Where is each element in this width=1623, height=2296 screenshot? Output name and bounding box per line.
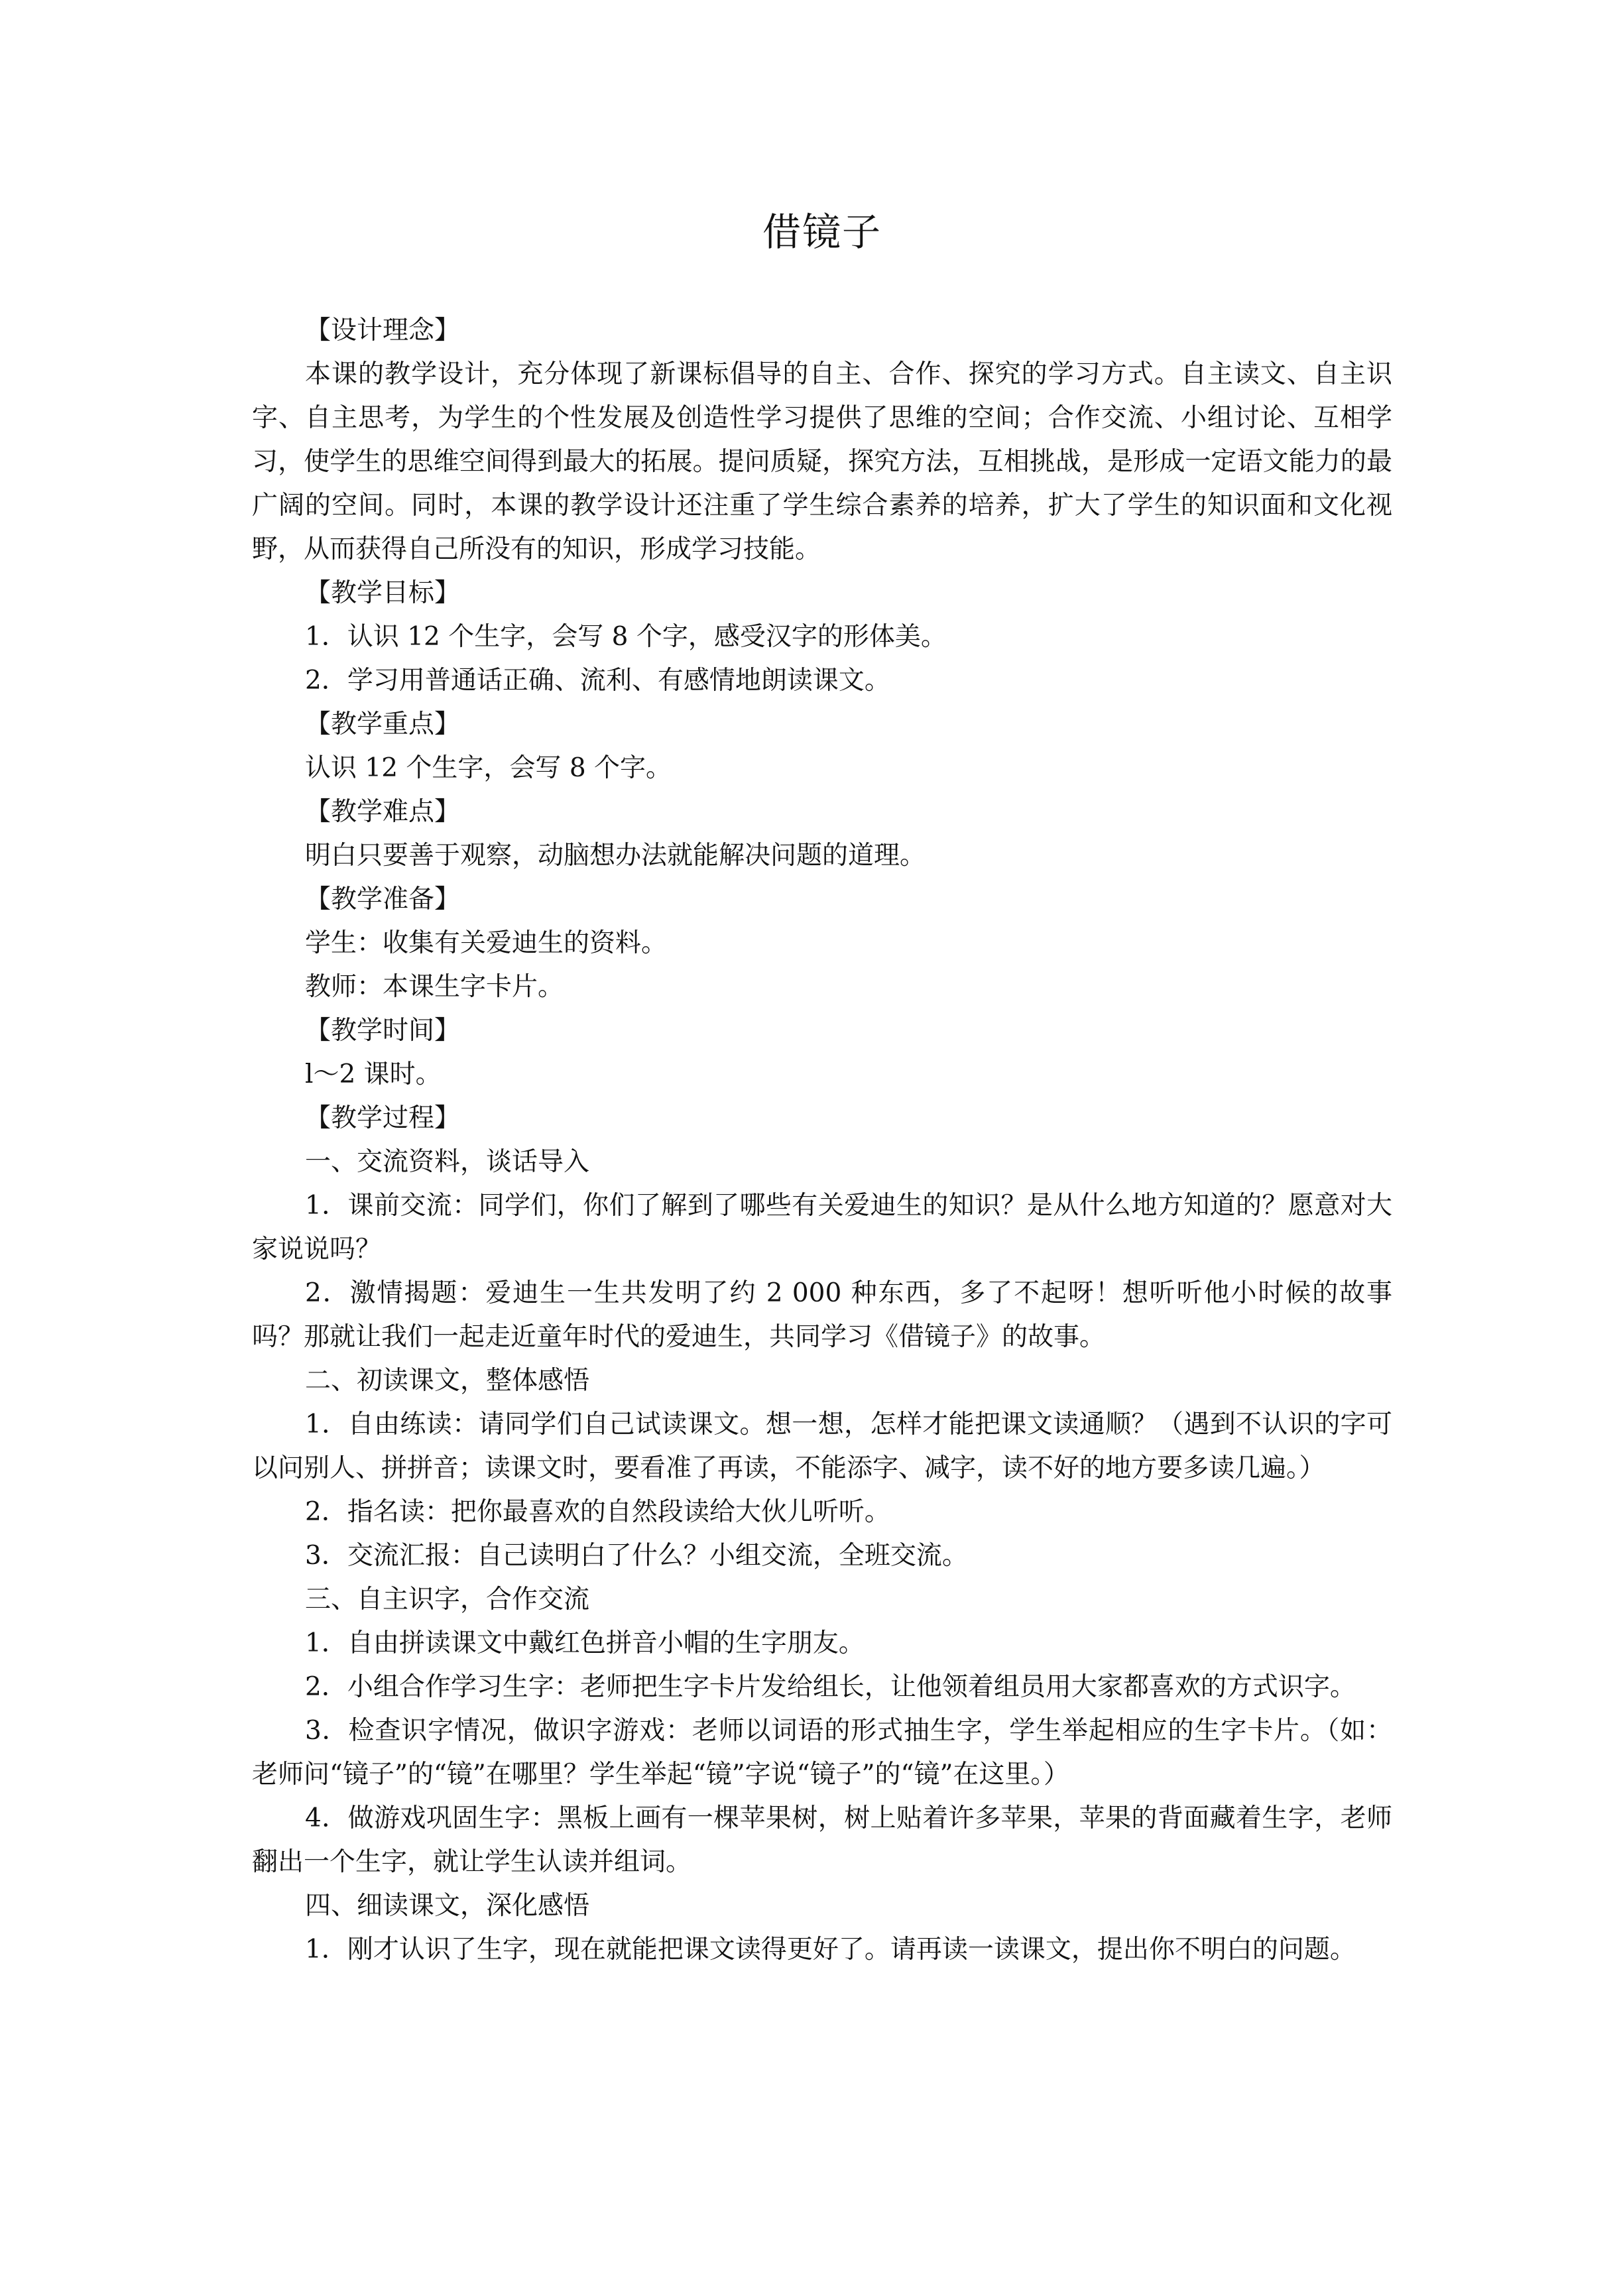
body-paragraph: 4．做游戏巩固生字：黑板上画有一棵苹果树，树上贴着许多苹果，苹果的背面藏着生字，老师翻出一个生字，就让学生认读并组词。: [252, 1803, 1392, 1877]
document-title: 借镜子: [762, 210, 882, 255]
body-paragraph: 认识 12 个生字，会写 8 个字。: [305, 753, 672, 783]
section-heading: 【教学目标】: [305, 578, 461, 608]
body-paragraph: 1．自由练读：请同学们自己试读课文。想一想，怎样才能把课文读通顺？（遇到不认识的字可以问别人、拼拼音；读课文时，要看准了再读，不能添字、减字，读不好的地方要多读几遍。）: [252, 1410, 1392, 1483]
body-paragraph: 1．刚才认识了生字，现在就能把课文读得更好了。请再读一读课文，提出你不明白的问题。: [305, 1935, 1356, 1964]
body-paragraph: 1．课前交流：同学们，你们了解到了哪些有关爱迪生的知识？是从什么地方知道的？愿意对大家说说吗？: [252, 1191, 1392, 1264]
body-paragraph: 明白只要善于观察，动脑想办法就能解决问题的道理。: [305, 841, 926, 871]
body-paragraph: 2．小组合作学习生字：老师把生字卡片发给组长，让他领着组员用大家都喜欢的方式识字。: [305, 1672, 1356, 1702]
section-heading: 【教学重点】: [305, 709, 461, 739]
body-paragraph: l～2 课时。: [305, 1059, 442, 1089]
section-heading: 【教学准备】: [305, 884, 461, 914]
body-paragraph: 2．指名读：把你最喜欢的自然段读给大伙儿听听。: [305, 1497, 890, 1527]
body-paragraph: 学生：收集有关爱迪生的资料。: [305, 928, 668, 958]
document-body: [252, 309, 1392, 1972]
section-heading: 【设计理念】: [305, 316, 461, 345]
body-paragraph: 3．交流汇报：自己读明白了什么？小组交流，全班交流。: [305, 1541, 968, 1571]
body-paragraph: 1．自由拼读课文中戴红色拼音小帽的生字朋友。: [305, 1628, 865, 1658]
body-paragraph: 四、细读课文，深化感悟: [305, 1891, 590, 1921]
document-page: [252, 206, 1392, 1972]
body-paragraph: 3．检查识字情况，做识字游戏：老师以词语的形式抽生字，学生举起相应的生字卡片。（如：老师问“镜子”的“镜”在哪里？学生举起“镜”字说“镜子”的“镜”在这里。）: [252, 1716, 1392, 1789]
body-paragraph: 三、自主识字，合作交流: [305, 1585, 590, 1614]
body-paragraph: 二、初读课文，整体感悟: [305, 1366, 590, 1396]
section-heading: 【教学过程】: [305, 1103, 461, 1133]
body-paragraph: 2．激情揭题：爱迪生一生共发明了约 2 000 种东西，多了不起呀！想听听他小时候的故事吗？那就让我们一起走近童年时代的爱迪生，共同学习《借镜子》的故事。: [252, 1278, 1392, 1352]
body-paragraph: 1．认识 12 个生字，会写 8 个字，感受汉字的形体美。: [305, 622, 947, 652]
body-paragraph: 2．学习用普通话正确、流利、有感情地朗读课文。: [305, 666, 890, 695]
section-heading: 【教学难点】: [305, 797, 461, 827]
section-heading: 【教学时间】: [305, 1016, 461, 1046]
body-paragraph: 一、交流资料，谈话导入: [305, 1147, 590, 1177]
body-paragraph: 教师：本课生字卡片。: [305, 972, 564, 1002]
body-paragraph: 本课的教学设计，充分体现了新课标倡导的自主、合作、探究的学习方式。自主读文、自主识字、自主思考，为学生的个性发展及创造性学习提供了思维的空间；合作交流、小组讨论、互相学习，使学生的思维空间得到最大的拓展。提问质疑，探究方法，互相挑战，是形成一定语文能力的最广阔的空间。同时，本课的教学设计还注重了学生综合素养的培养，扩大了学生的知识面和文化视野，从而获得自己所没有的知识，形成学习技能。: [252, 359, 1392, 564]
